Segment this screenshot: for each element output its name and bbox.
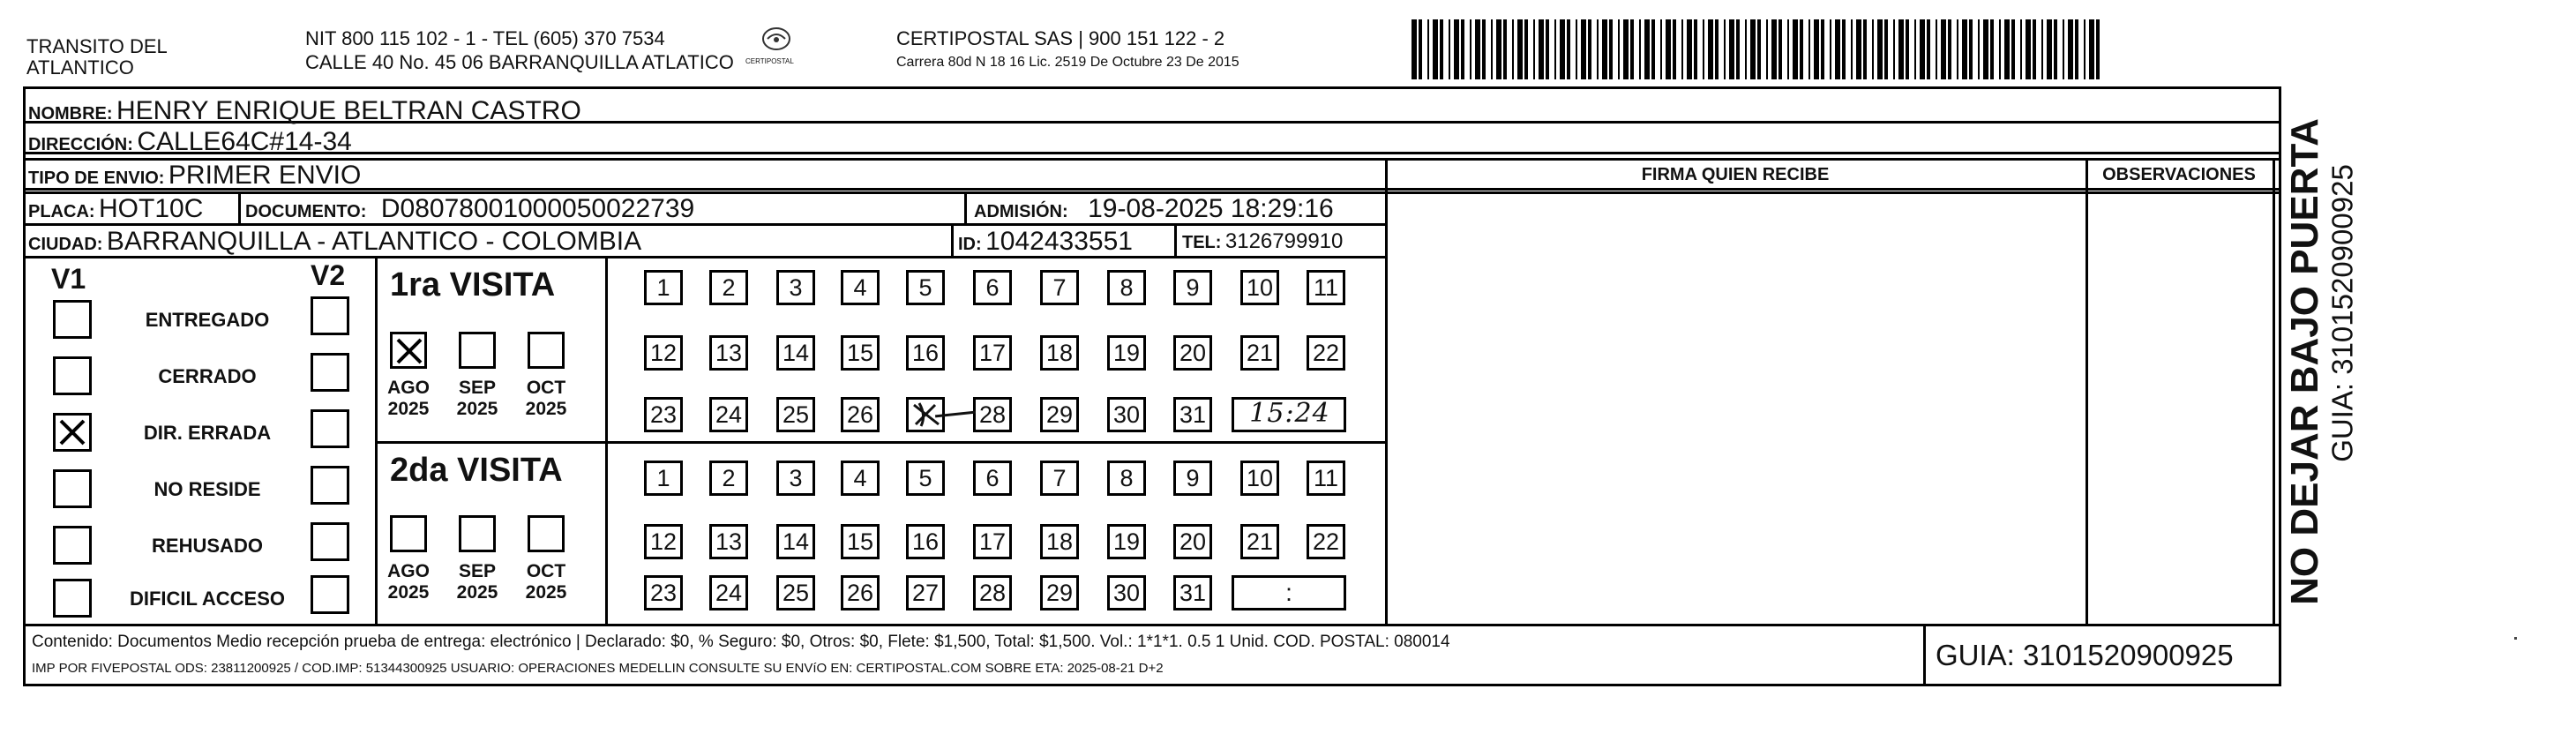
visit2-day-7[interactable]: 7	[1040, 461, 1079, 496]
visit1-day-13[interactable]: 13	[709, 335, 748, 371]
id-label: ID:	[958, 235, 982, 254]
visit2-month-label-sep: SEP 2025	[456, 561, 498, 603]
org-name-line1: TRANSITO DEL	[26, 35, 168, 57]
visit2-day-13[interactable]: 13	[709, 524, 748, 559]
visit2-day-1[interactable]: 1	[644, 461, 683, 496]
v2-checkbox-entregado[interactable]	[311, 296, 349, 335]
direccion-value: CALLE64C#14-34	[137, 127, 352, 156]
status-label-cerrado: CERRADO	[158, 365, 257, 387]
status-label-dificil-acceso: DIFICIL ACCESO	[129, 588, 285, 610]
visit1-day-28[interactable]: 28	[973, 397, 1012, 432]
visit1-day-8[interactable]: 8	[1107, 270, 1146, 305]
company-line: CERTIPOSTAL SAS | 900 151 122 - 2	[896, 27, 1225, 49]
stray-dot	[2514, 637, 2517, 640]
ciudad-value: BARRANQUILLA - ATLANTICO - COLOMBIA	[106, 227, 642, 256]
admision-value: 19-08-2025 18:29:16	[1088, 194, 1334, 223]
v1-checkbox-dificil-acceso[interactable]	[53, 579, 92, 618]
documento-value: D08078001000050022739	[380, 194, 695, 223]
visit1-day-5[interactable]: 5	[906, 270, 945, 305]
visit1-month-box-sep[interactable]	[459, 332, 496, 369]
visit1-day-25[interactable]: 25	[776, 397, 815, 432]
visit1-day-19[interactable]: 19	[1107, 335, 1146, 371]
visit1-day-7[interactable]: 7	[1040, 270, 1079, 305]
visit2-day-8[interactable]: 8	[1107, 461, 1146, 496]
status-label-no-reside: NO RESIDE	[154, 478, 261, 500]
visit1-handwritten-time: 15:24	[1249, 398, 1330, 429]
visit2-day-31[interactable]: 31	[1173, 575, 1212, 610]
v1-checkbox-cerrado[interactable]	[53, 356, 92, 395]
visit2-day-21[interactable]: 21	[1240, 524, 1279, 559]
visit1-month-label-sep: SEP 2025	[456, 378, 498, 420]
status-label-entregado: ENTREGADO	[145, 309, 270, 331]
visit2-month-box-oct[interactable]	[528, 515, 565, 552]
v1-checkbox-entregado[interactable]	[53, 300, 92, 339]
nombre-value: HENRY ENRIQUE BELTRAN CASTRO	[116, 96, 581, 125]
visit1-day-29[interactable]: 29	[1040, 397, 1079, 432]
visit2-day-6[interactable]: 6	[973, 461, 1012, 496]
placa-value: HOT10C	[99, 194, 204, 223]
v2-checkbox-dir-errada[interactable]	[311, 409, 349, 448]
visit2-day-26[interactable]: 26	[841, 575, 880, 610]
logo-text: CERTIPOSTAL	[745, 57, 794, 65]
certipostal-logo-icon	[760, 26, 792, 53]
documento-label: DOCUMENTO:	[245, 202, 367, 221]
visit2-day-14[interactable]: 14	[776, 524, 815, 559]
v1-label: V1	[51, 263, 86, 295]
visit1-day-31[interactable]: 31	[1173, 397, 1212, 432]
visit1-month-label-oct: OCT 2025	[525, 378, 567, 420]
tipo-envio-label: TIPO DE ENVIO:	[28, 169, 165, 188]
no-dejar-text: NO DEJAR BAJO PUERTA	[2283, 118, 2326, 605]
visit2-month-label-ago: AGO 2025	[387, 561, 430, 603]
visit2-day-15[interactable]: 15	[841, 524, 880, 559]
visit2-day-16[interactable]: 16	[906, 524, 945, 559]
footer-guia: GUIA: 3101520900925	[1936, 639, 2234, 671]
observations-area[interactable]	[2088, 191, 2273, 624]
v2-checkbox-no-reside[interactable]	[311, 466, 349, 505]
visit1-day-1[interactable]: 1	[644, 270, 683, 305]
v2-checkbox-rehusado[interactable]	[311, 522, 349, 561]
placa-label: PLACA:	[28, 202, 95, 221]
imp-line: IMP POR FIVEPOSTAL ODS: 23811200925 / COD.IMP: 51344300925 USUARIO: OPERACIONES MEDELLIN CONSULTE SU ENVíO EN: CERTIPOSTAL.COM SOBRE ETA: 2025-08-21 D+2	[32, 661, 1164, 676]
visit2-day-27[interactable]: 27	[906, 575, 945, 610]
nombre-label: NOMBRE:	[28, 104, 113, 124]
org-name-line2: ATLANTICO	[26, 56, 134, 79]
license-line: Carrera 80d N 18 16 Lic. 2519 De Octubre 23 De 2015	[896, 55, 1239, 70]
visit2-title: 2da VISITA	[390, 452, 563, 489]
v2-checkbox-cerrado[interactable]	[311, 353, 349, 392]
visit1-day-21[interactable]: 21	[1240, 335, 1279, 371]
status-label-rehusado: REHUSADO	[152, 535, 263, 557]
id-value: 1042433551	[985, 227, 1133, 256]
signature-area[interactable]	[1388, 191, 2086, 624]
visit2-day-2[interactable]: 2	[709, 461, 748, 496]
visit2-day-17[interactable]: 17	[973, 524, 1012, 559]
visit1-month-box-ago[interactable]	[390, 332, 427, 369]
visit2-month-label-oct: OCT 2025	[525, 561, 567, 603]
visit2-day-29[interactable]: 29	[1040, 575, 1079, 610]
admision-label: ADMISIÓN:	[974, 202, 1068, 221]
v1-checkbox-rehusado[interactable]	[53, 526, 92, 565]
visit1-day-11[interactable]: 11	[1307, 270, 1345, 305]
v2-checkbox-dificil-acceso[interactable]	[311, 575, 349, 614]
ciudad-label: CIUDAD:	[28, 235, 103, 254]
visit2-day-3[interactable]: 3	[776, 461, 815, 496]
observaciones-header: OBSERVACIONES	[2102, 165, 2256, 184]
side-panel	[2273, 115, 2370, 609]
visit2-day-10[interactable]: 10	[1240, 461, 1279, 496]
visit2-day-9[interactable]: 9	[1173, 461, 1212, 496]
visit1-day-16[interactable]: 16	[906, 335, 945, 371]
visit2-day-22[interactable]: 22	[1307, 524, 1345, 559]
visit1-day-24[interactable]: 24	[709, 397, 748, 432]
visit1-day-9[interactable]: 9	[1173, 270, 1212, 305]
visit2-day-30[interactable]: 30	[1107, 575, 1146, 610]
contenido-line: Contenido: Documentos Medio recepción prueba de entrega: electrónico | Declarado: $0, % Seguro: $0, Otros: $0, Flete: $1,500, Total: $1,500. Vol.: 1*1*1. 0.5 1 Unid. COD. POSTAL: 080014	[32, 633, 1450, 651]
tel-label: TEL:	[1182, 233, 1222, 252]
visit1-day-2[interactable]: 2	[709, 270, 748, 305]
visit1-month-box-oct[interactable]	[528, 332, 565, 369]
visit2-month-box-ago[interactable]	[390, 515, 427, 552]
visit1-day-15[interactable]: 15	[841, 335, 880, 371]
visit1-title: 1ra VISITA	[390, 266, 556, 303]
visit2-day-23[interactable]: 23	[644, 575, 683, 610]
visit2-time-box[interactable]: :	[1232, 575, 1346, 610]
visit2-day-11[interactable]: 11	[1307, 461, 1345, 496]
visit2-day-24[interactable]: 24	[709, 575, 748, 610]
visit2-day-19[interactable]: 19	[1107, 524, 1146, 559]
visit1-day-20[interactable]: 20	[1173, 335, 1212, 371]
visit1-day-23[interactable]: 23	[644, 397, 683, 432]
side-guia-text: GUIA: 3101520900925	[2325, 164, 2359, 462]
v2-label: V2	[311, 259, 346, 291]
visit1-day-22[interactable]: 22	[1307, 335, 1345, 371]
direccion-label: DIRECCIÓN:	[28, 135, 133, 154]
visit2-day-20[interactable]: 20	[1173, 524, 1212, 559]
address-line: CALLE 40 No. 45 06 BARRANQUILLA ATLATICO	[305, 51, 734, 73]
firma-header: FIRMA QUIEN RECIBE	[1641, 165, 1830, 184]
visit1-day-3[interactable]: 3	[776, 270, 815, 305]
visit1-day-18[interactable]: 18	[1040, 335, 1079, 371]
visit1-day-17[interactable]: 17	[973, 335, 1012, 371]
visit1-day-4[interactable]: 4	[841, 270, 880, 305]
visit2-day-18[interactable]: 18	[1040, 524, 1079, 559]
nit-line: NIT 800 115 102 - 1 - TEL (605) 370 7534	[305, 27, 665, 49]
visit1-day-14[interactable]: 14	[776, 335, 815, 371]
visit1-day-26[interactable]: 26	[841, 397, 880, 432]
v1-checkbox-dir-errada[interactable]	[53, 413, 92, 452]
visit1-day-12[interactable]: 12	[644, 335, 683, 371]
status-label-dir-errada: DIR. ERRADA	[143, 422, 272, 444]
visit1-day-6[interactable]: 6	[973, 270, 1012, 305]
tel-value: 3126799910	[1224, 229, 1344, 253]
visit2-day-4[interactable]: 4	[841, 461, 880, 496]
visit1-day-10[interactable]: 10	[1240, 270, 1279, 305]
visit1-month-label-ago: AGO 2025	[387, 378, 430, 420]
visit2-day-25[interactable]: 25	[776, 575, 815, 610]
v1-checkbox-no-reside[interactable]	[53, 469, 92, 508]
tipo-envio-value: PRIMER ENVIO	[168, 161, 362, 190]
visit2-day-12[interactable]: 12	[644, 524, 683, 559]
visit2-day-28[interactable]: 28	[973, 575, 1012, 610]
barcode	[1412, 19, 2108, 79]
visit2-day-5[interactable]: 5	[906, 461, 945, 496]
visit2-month-box-sep[interactable]	[459, 515, 496, 552]
visit1-day-30[interactable]: 30	[1107, 397, 1146, 432]
